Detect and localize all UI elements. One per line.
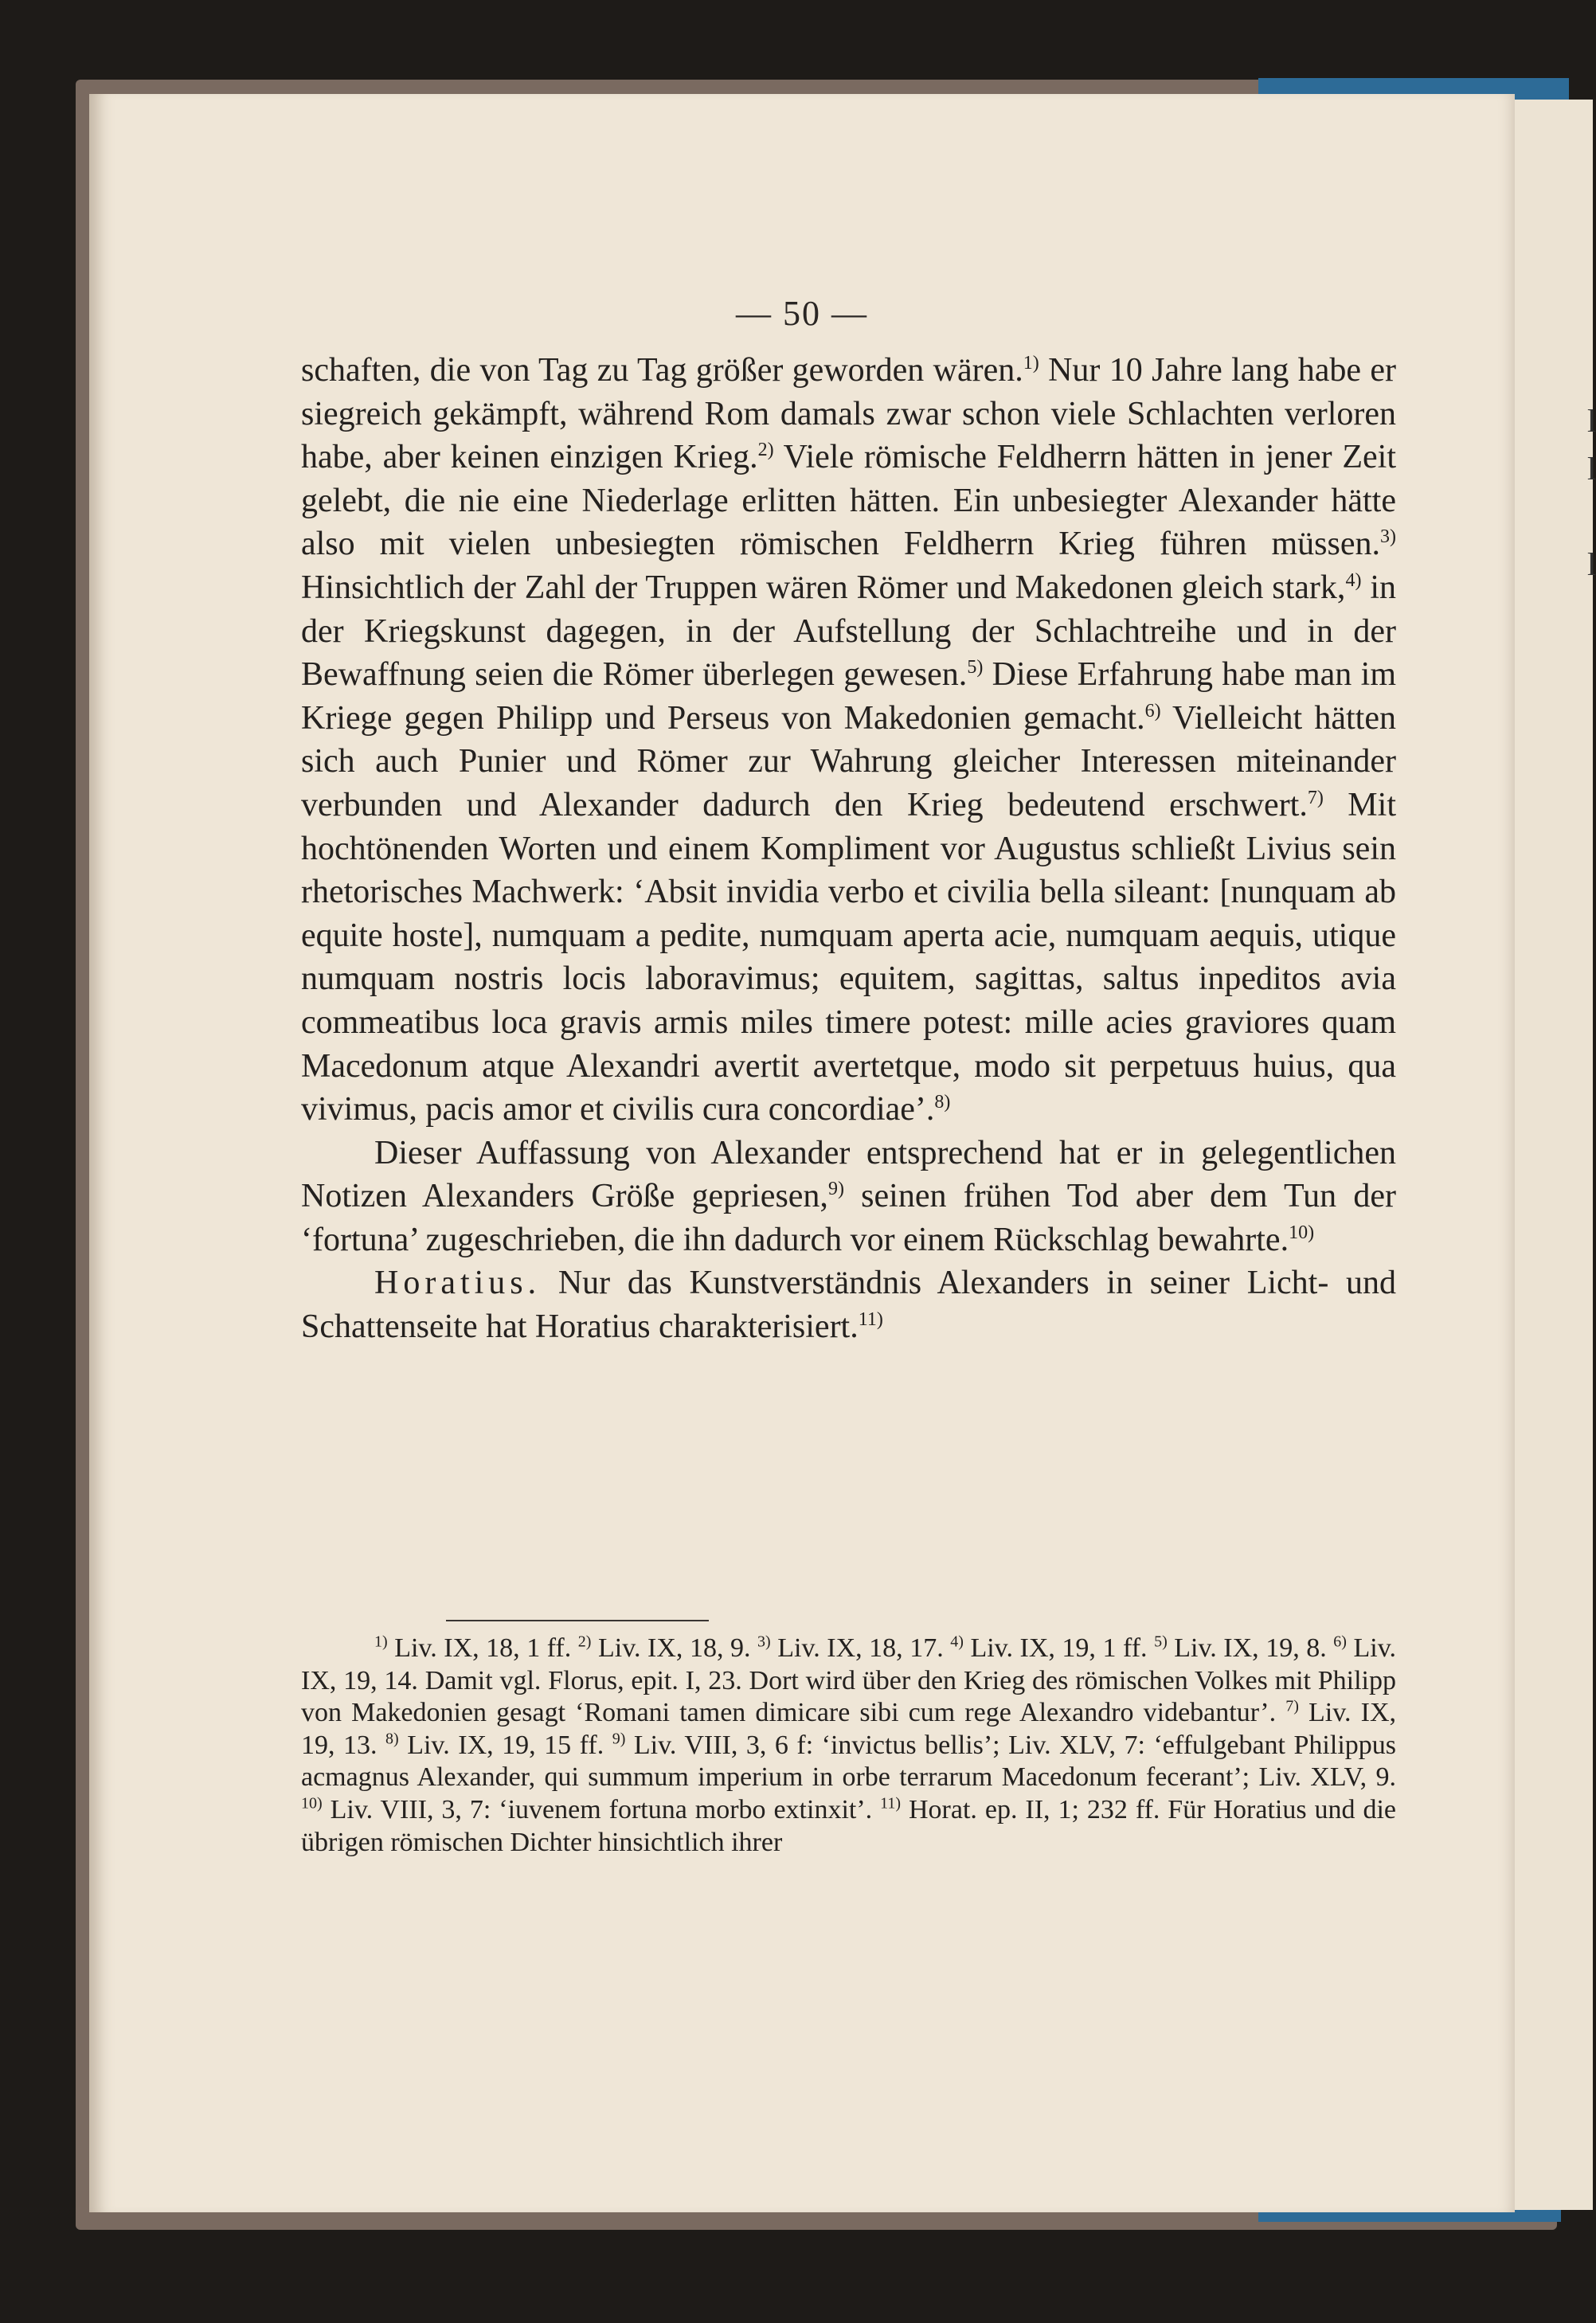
body-text: [301, 349, 1396, 1349]
footnote-ref: 2): [757, 440, 774, 461]
text-run: Dieser Auffassung von Alexander entsprechend hat er in gelegentlichen Notizen Alexanders Größe gepriesen,: [301, 1134, 1396, 1215]
footnote-divider: [446, 1620, 709, 1621]
footnote-marker: 3): [757, 1633, 771, 1651]
text-run: Vielleicht hätten sich auch Punier und Römer zur Wahrung gleicher Interessen miteinander verbunden und Alexander dadurch den Krieg bedeutend erschwert.: [301, 699, 1396, 823]
footnote-ref: 1): [1023, 353, 1039, 373]
footnote-marker: 7): [1285, 1697, 1299, 1715]
paragraph: [301, 1261, 1396, 1348]
footnote-ref: 4): [1345, 569, 1362, 591]
text-run: schaften, die von Tag zu Tag größer geworden wären.: [301, 352, 1023, 389]
footnote-marker: 6): [1333, 1633, 1347, 1651]
text-run: Mit hochtönenden Worten und einem Kompliment vor Augustus schließt Livius sein rhetorisches Machwerk: ‘Absit invidia verbo et civilia bella sileant: [nunquam ab equite hoste], numquam a pedite, numquam aperta acie, numquam aequis, utique numquam nostris locis laboravimus; equitem, sagittas, saltus inpeditos avia commeatibus loca gravis armis miles timere potest: mille acies graviores quam Macedonum atque Alexandri avertit avertetque, modo sit perpetuus huius, qua vivimus, pacis amor et civilis cura concordiae’.: [301, 786, 1396, 1128]
footnote-text: Liv. IX, 18, 1 ff.: [387, 1633, 578, 1663]
footnote-block: [301, 1633, 1396, 1859]
footnote-text: Liv. IX, 19, 1 ff.: [963, 1633, 1155, 1663]
text-run: Nur 10 Jahre lang habe er siegreich gekämpft, während Rom damals zwar schon viele Schlachten verloren habe, aber keinen einzigen Krieg.: [301, 352, 1397, 476]
footnote-ref: 3): [1380, 526, 1396, 548]
footnote-text: Horat. ep. II, 1; 232 ff. Für Horatius und die übrigen römischen Dichter hinsichtlich ihrer: [301, 1794, 1397, 1857]
adjacent-page-fragment: l: [1587, 403, 1596, 439]
paragraph: [301, 1132, 1396, 1262]
footnote-ref: 7): [1307, 787, 1324, 808]
footnote-ref: 9): [827, 1179, 844, 1200]
page-number: — 50 —: [736, 294, 868, 333]
footnote-marker: 11): [880, 1794, 902, 1813]
text-run: Nur das Kunstverständnis Alexanders in seiner Licht- und Schattenseite hat Horatius charakterisiert.: [301, 1265, 1396, 1346]
footnote-text: Liv. IX, 19, 13.: [301, 1698, 1396, 1760]
text-run: in der Kriegskunst dagegen, in der Aufstellung der Schlachtreihe und in der Bewaffnung seien die Römer überlegen gewesen.: [301, 569, 1396, 694]
footnote-ref: 11): [858, 1309, 883, 1331]
footnote-ref: 6): [1144, 700, 1161, 722]
text-run: Diese Erfahrung habe man im Kriege gegen Philipp und Perseus von Makedonien gemacht.: [301, 656, 1396, 737]
footnote-marker: 10): [301, 1794, 323, 1813]
paragraph: [301, 349, 1396, 1132]
text-run: Viele römische Feldherrn hätten in jener Zeit gelebt, die nie eine Niederlage erlitten hätten. Ein unbesiegter Alexander hätte also mit vielen unbesiegten römischen Feldherrn Krieg führen müssen.: [301, 439, 1396, 563]
adjacent-page-fragment: l: [1587, 451, 1596, 487]
footnote-marker: 1): [374, 1633, 388, 1651]
text-run: Hinsichtlich der Zahl der Truppen wären Römer und Makedonen gleich stark,: [301, 569, 1346, 606]
adjacent-page-fragment: l: [1587, 546, 1596, 582]
footnote-text: Liv. VIII, 3, 6 f: ‘invictus bellis’; Liv. XLV, 7: ‘effulgebant Philippus acmagnus Alexander, qui summum imperium in orbe terrarum Macedonum fecerant’; Liv. XLV, 9.: [301, 1730, 1396, 1793]
footnote-marker: 2): [577, 1633, 592, 1651]
footnote-text: Liv. IX, 18, 9.: [591, 1633, 758, 1663]
footnote-ref: 10): [1289, 1222, 1315, 1243]
adjacent-page-edge: [1505, 100, 1596, 2210]
footnote-text: Liv. IX, 18, 17.: [770, 1633, 951, 1663]
text-run: seinen frühen Tod aber dem Tun der ‘fortuna’ zugeschrieben, die ihn dadurch vor einem Rückschlag bewahrte.: [301, 1178, 1396, 1258]
footnote-text: Liv. IX, 19, 8.: [1167, 1633, 1334, 1663]
footnotes: [301, 1633, 1396, 1859]
footnote-ref: 8): [934, 1092, 951, 1113]
footnote-marker: 5): [1154, 1633, 1168, 1651]
section-heading: Horatius.: [374, 1265, 542, 1302]
footnote-text: Liv. VIII, 3, 7: ‘iuvenem fortuna morbo extinxit’.: [322, 1794, 881, 1824]
footnote-ref: 5): [967, 657, 984, 679]
footnote-marker: 8): [385, 1730, 399, 1748]
footnote-text: Liv. IX, 19, 15 ff.: [398, 1730, 612, 1760]
footnote-marker: 4): [950, 1633, 964, 1651]
footnote-marker: 9): [612, 1730, 626, 1748]
footnote-text: Liv. IX, 19, 14. Damit vgl. Florus, epit. I, 23. Dort wird über den Krieg des römischen Volkes mit Philipp von Makedonien gesagt ‘Romani tamen dimicare sibi cum rege Alexandro videbantur’.: [301, 1633, 1397, 1728]
